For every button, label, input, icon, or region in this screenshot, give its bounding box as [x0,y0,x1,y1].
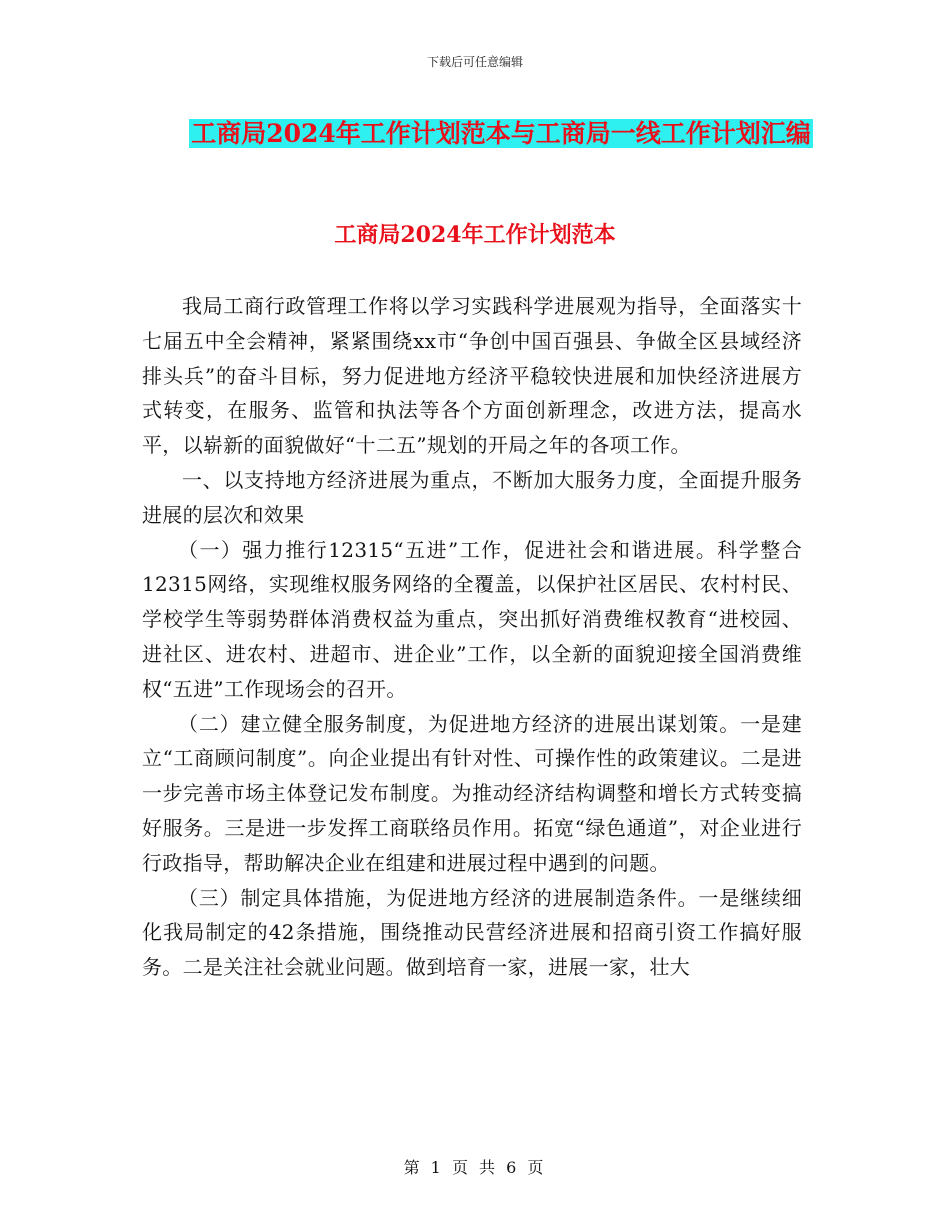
paragraph-heading-one: 一、以支持地方经济进展为重点，不断加大服务力度，全面提升服务进展的层次和效果 [142,467,802,527]
paragraph-item-3: （三）制定具体措施，为促进地方经济的进展制造条件。一是继续细化我局制定的42条措施，围绕推动民营经济进展和招商引资工作搞好服务。二是关注社会就业问题。做到培育一家，进展一家，壮大 [142,885,802,980]
page-footer: 第 1 页 共 6 页 [403,1158,547,1177]
document-title-highlight: 工商局2024年工作计划范本与工商局一线工作计划汇编 [191,119,811,148]
paragraph-intro: 我局工商行政管理工作将以学习实践科学进展观为指导，全面落实十七届五中全会精神，紧紧围绕xx市“争创中国百强县、争做全区县域经济排头兵”的奋斗目标，努力促进地方经济平稳较快进展和加快经济进展方式转变，在服务、监管和执法等各个方面创新理念，改进方法，提高水平，以崭新的面貌做好“十二五”规划的开局之年的各项工作。 [142,294,802,458]
section-title: 工商局2024年工作计划范本 [334,222,616,248]
header-note: 下载后可任意编辑 [426,55,523,69]
paragraph-item-1: （一）强力推行12315“五进”工作，促进社会和谐进展。科学整合12315网络，实现维权服务网络的全覆盖，以保护社区居民、农村村民、学校学生等弱势群体消费权益为重点，突出抓好消费维权教育“进校园、进社区、进农村、进超市、进企业”工作，以全新的面貌迎接全国消费维权“五进”工作现场会的召开。 [142,537,802,701]
paragraph-item-2: （二）建立健全服务制度，为促进地方经济的进展出谋划策。一是建立“工商顾问制度”。向企业提出有针对性、可操作性的政策建议。二是进一步完善市场主体登记发布制度。为推动经济结构调整和增长方式转变搞好服务。三是进一步发挥工商联络员作用。拓宽“绿色通道”，对企业进行行政指导，帮助解决企业在组建和进展过程中遇到的问题。 [142,711,802,875]
document-body [142,289,802,985]
document-title [186,112,816,155]
